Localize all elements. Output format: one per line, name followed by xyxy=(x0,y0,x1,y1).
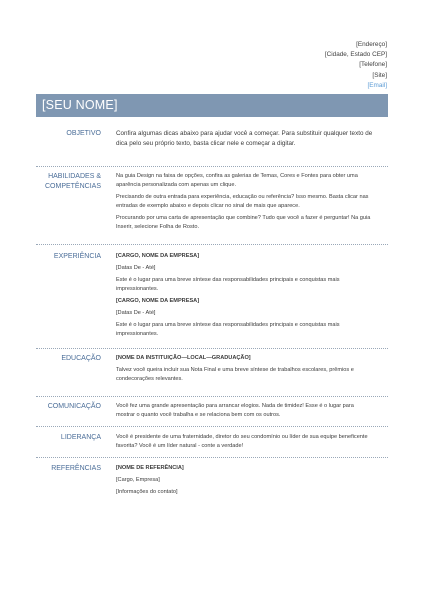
institution-title[interactable]: [NOME DA INSTITUIÇÃO—LOCAL—GRADUAÇÃO] xyxy=(116,355,251,361)
experiencia-label: EXPERIÊNCIA xyxy=(53,253,101,260)
phone-text: [Telefone] xyxy=(359,61,387,69)
reference-role[interactable]: [Cargo, Empresa] xyxy=(116,477,160,483)
name-banner xyxy=(36,94,388,117)
objetivo-text[interactable]: Confira algumas dicas abaixo para ajudar você a começar. Para substituir qualquer texto de dica pelo seu próprio texto, basta clicar nele e começar a digitar. xyxy=(116,130,373,147)
divider xyxy=(36,457,388,458)
site-text: [Site] xyxy=(372,71,387,79)
address-text: [Endereço] xyxy=(356,41,387,48)
reference-info[interactable]: [Informações do contato] xyxy=(116,489,178,495)
habilidades-content xyxy=(116,172,374,235)
city-text: [Cidade, Estado CEP] xyxy=(324,51,387,59)
contact-block xyxy=(325,40,387,91)
divider xyxy=(36,396,388,397)
divider xyxy=(36,166,388,167)
job-description[interactable]: Este é o lugar para uma breve síntese das responsabilidades principais e conquistas mais impressionantes. xyxy=(116,277,340,292)
habilidades-label: HABILIDADES & COMPETÊNCIAS xyxy=(44,173,101,190)
habilidades-paragraph[interactable]: Precisando de outra entrada para experiência, educação ou referência? Isso mesmo. Basta clicar nas entradas de exemplo abaixo e depois clicar no sinal de mais que aparece. xyxy=(116,194,369,209)
referencias-content xyxy=(116,464,374,500)
divider xyxy=(36,348,388,349)
educacao-label: EDUCAÇÃO xyxy=(61,355,101,362)
job-description[interactable]: Este é o lugar para uma breve síntese das responsabilidades principais e conquistas mais impressionantes. xyxy=(116,322,340,337)
educacao-text[interactable]: Talvez você queira incluir sua Nota Final e uma breve síntese de trabalhos escolares, prêmios e condecorações relevantes. xyxy=(116,367,354,382)
divider xyxy=(36,244,388,245)
habilidades-paragraph[interactable]: Na guia Design na faixa de opções, confira as galerias de Temas, Cores e Fontes para obter uma aparência personalizada com apenas um clique. xyxy=(116,173,358,188)
comunicacao-label: COMUNICAÇÃO xyxy=(47,403,101,410)
educacao-content xyxy=(116,354,374,387)
job-dates[interactable]: [Datas De - Até] xyxy=(116,265,156,271)
name-heading[interactable]: [SEU NOME] xyxy=(42,98,118,112)
referencias-label: REFERÊNCIAS xyxy=(51,465,101,472)
reference-name[interactable]: [NOME DE REFERÊNCIA] xyxy=(116,465,184,471)
comunicacao-text[interactable]: Você fez uma grande apresentação para arrancar elogios. Nada de timidez! Esse é o lugar para mostrar o quanto você trabalha e se relaciona bem com os outros. xyxy=(116,403,354,418)
lideranca-label: LIDERANÇA xyxy=(60,434,101,441)
lideranca-text[interactable]: Você é presidente de uma fraternidade, diretor do seu condomínio ou líder de sua equipe beneficente favorita? Você é um líder natural - conte a verdade! xyxy=(116,434,368,449)
divider xyxy=(36,426,388,427)
job-dates[interactable]: [Datas De - Até] xyxy=(116,310,156,316)
email-text[interactable]: [Email] xyxy=(367,81,387,89)
job-title[interactable]: [CARGO, NOME DA EMPRESA] xyxy=(116,253,200,259)
experiencia-content xyxy=(116,252,374,342)
job-title[interactable]: [CARGO, NOME DA EMPRESA] xyxy=(116,298,200,304)
objetivo-label: OBJETIVO xyxy=(66,130,101,137)
habilidades-paragraph[interactable]: Procurando por uma carta de apresentação que combine? Tudo que você a fazer é perguntar! Na guia Inserir, selecione Folha de Rosto. xyxy=(116,215,371,230)
